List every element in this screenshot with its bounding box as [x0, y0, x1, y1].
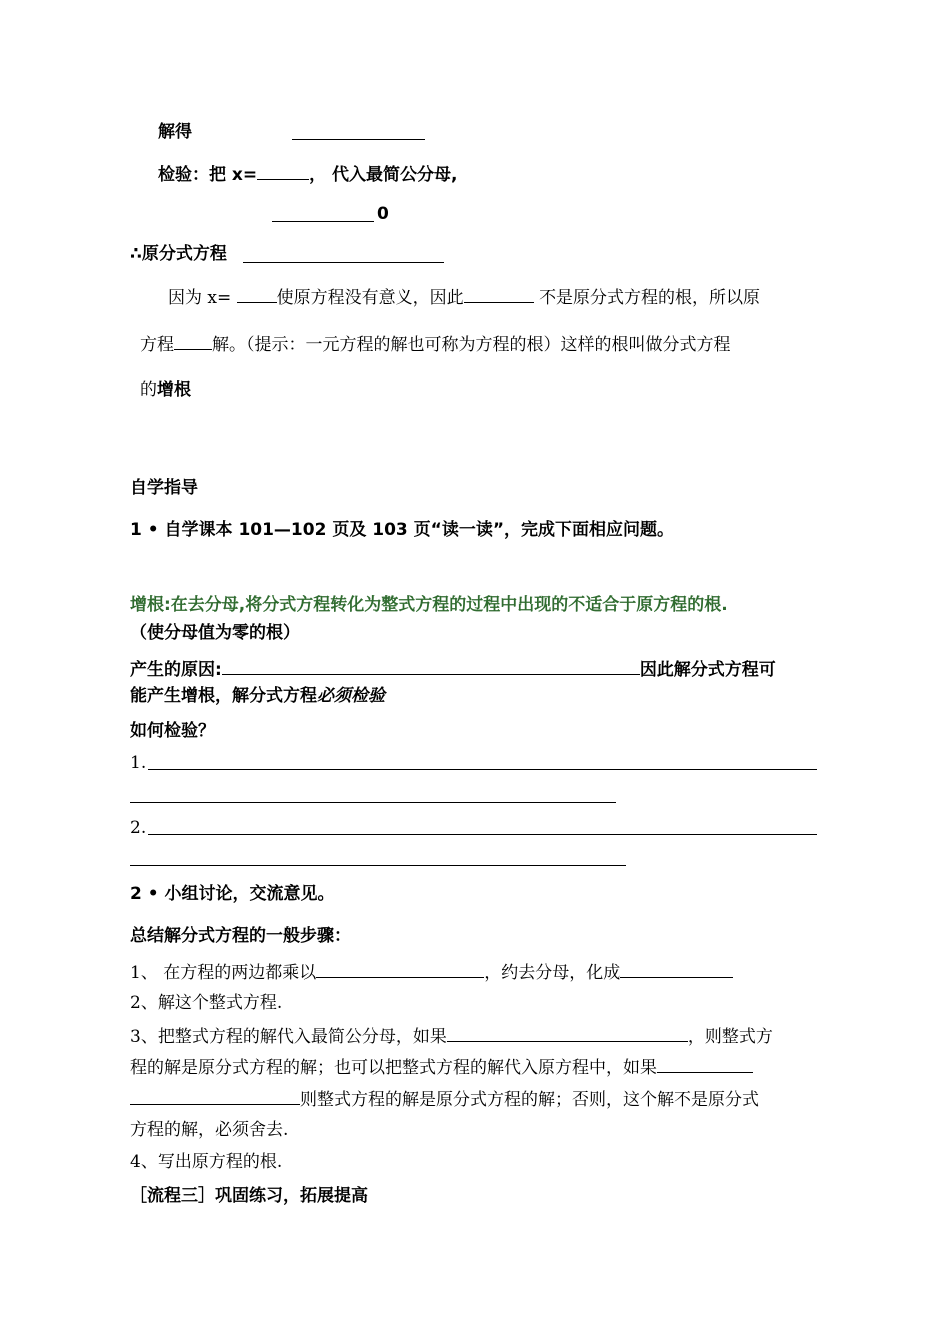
cause-line-2	[130, 685, 385, 707]
def-text: 增根:在去分母,将分式方程转化为整式方程的过程中出现的不适合于原方程的根.	[130, 595, 728, 615]
num-1: 1.	[130, 753, 147, 773]
because-tail: 不是原分式方程的根，所以原	[539, 288, 761, 308]
check-tail: ， 代入最简公分母,	[309, 165, 458, 185]
because-mid: 使原方程没有意义，因此	[276, 288, 464, 308]
must-check: 必须检验	[317, 686, 385, 706]
blank-s3b	[657, 1055, 753, 1073]
therefore-text: ∴原分式方程	[130, 244, 227, 264]
blank-jiede	[292, 139, 425, 140]
zenggen-text: 增根	[157, 380, 191, 400]
zenggen-line	[140, 379, 191, 401]
blank-because-x	[237, 285, 277, 303]
summary-title: 总结解分式方程的一般步骤：	[130, 926, 351, 946]
de-text: 的	[140, 380, 157, 400]
cause-line	[130, 657, 776, 681]
blank-x	[257, 162, 309, 180]
how-check: 如何检验？	[130, 721, 215, 741]
blank-s1b	[620, 960, 733, 978]
step-3-line3	[130, 1087, 759, 1111]
guide-title: 自学指导	[130, 478, 198, 498]
step-1-b: ，约去分母，化成	[484, 963, 621, 983]
step-3-line1	[130, 1024, 773, 1048]
blank-1b	[130, 802, 616, 803]
blank-2b	[130, 865, 626, 866]
step-4: 4、写出原方程的根.	[130, 1152, 283, 1172]
step-3-b: ，则整式方	[687, 1027, 773, 1047]
blank-s3a	[447, 1024, 688, 1042]
cause-line2-text: 能产生增根，解分式方程	[130, 686, 317, 706]
step-2: 2、解这个整式方程.	[130, 993, 283, 1013]
cause-label: 产生的原因:	[130, 660, 222, 680]
step-3-a: 3、把整式方程的解代入最简公分母，如果	[130, 1027, 447, 1047]
because-line	[168, 285, 760, 309]
blank-2a	[148, 834, 817, 835]
fangcheng-line	[140, 332, 731, 356]
step-3-line4: 方程的解，必须舍去.	[130, 1120, 289, 1140]
fangcheng-label: 方程	[140, 335, 174, 355]
step-3-line2	[130, 1055, 753, 1079]
cause-tail: 因此解分式方程可	[639, 660, 776, 680]
blank-therefore	[243, 262, 444, 263]
step-1	[130, 960, 733, 984]
blank-s1a	[316, 960, 484, 978]
because-label: 因为 x=	[168, 288, 232, 308]
guide-item1: 1 • 自学课本 101—102 页及 103 页“读一读”，完成下面相应问题。	[130, 520, 675, 540]
blank-1a	[148, 769, 817, 770]
step-1-a: 1、 在方程的两边都乘以	[130, 963, 317, 983]
jie-hint: 解。（提示：一元方程的解也可称为方程的根）这样的根叫做分式方程	[212, 335, 731, 355]
step-3-c: 程的解是原分式方程的解；也可以把整式方程的解代入原方程中，如果	[130, 1058, 657, 1078]
def-text-2: （使分母值为零的根）	[130, 623, 300, 643]
text-zero: 0	[377, 204, 389, 224]
check-line	[158, 162, 458, 186]
blank-s3c	[130, 1087, 300, 1105]
blank-fangcheng	[174, 332, 212, 350]
blank-cause	[222, 657, 640, 675]
blank-zero	[272, 221, 374, 222]
flow-3-heading: ［流程三］巩固练习，拓展提高	[130, 1186, 368, 1206]
blank-because	[464, 285, 534, 303]
step-3-d: 则整式方程的解是原分式方程的解；否则，这个解不是原分式	[300, 1090, 759, 1110]
check-label: 检验：把 x=	[158, 165, 258, 185]
guide-item2: 2 • 小组讨论，交流意见。	[130, 884, 335, 904]
num-2: 2.	[130, 818, 147, 838]
text-jiede: 解得	[158, 122, 192, 142]
